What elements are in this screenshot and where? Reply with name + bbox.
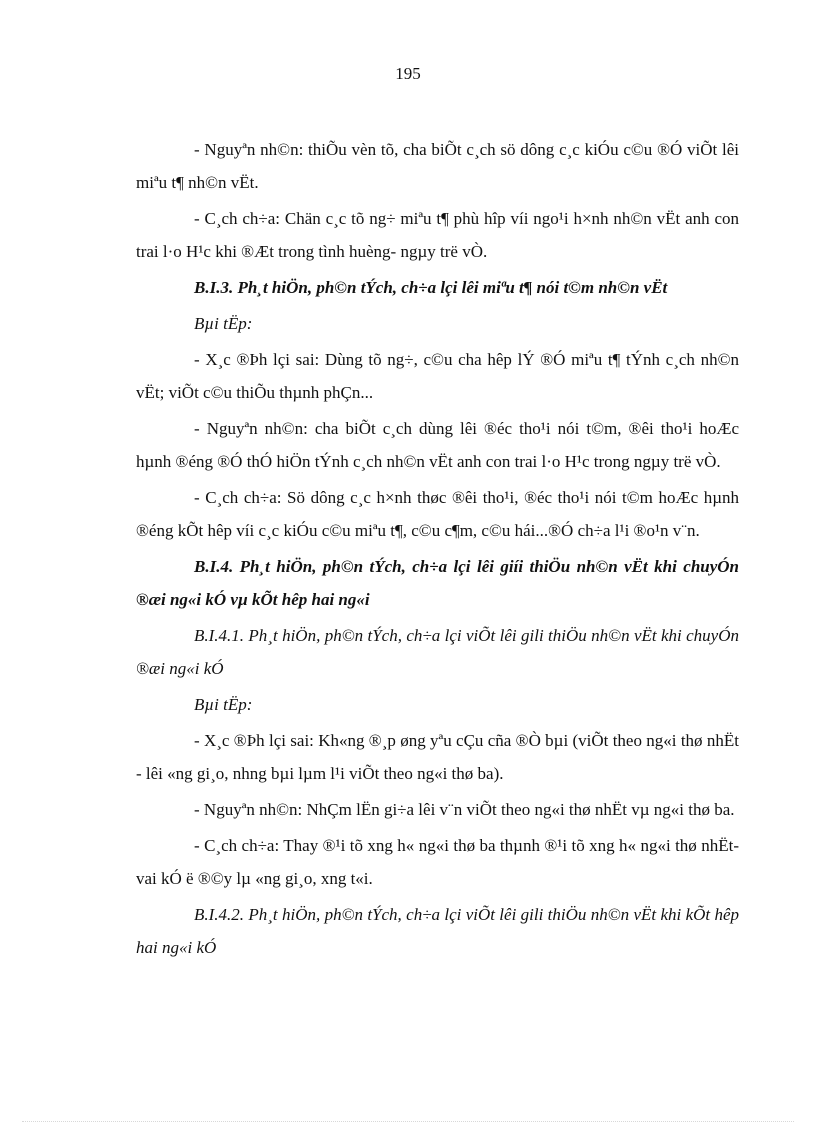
paragraph-fix: - C¸ch ch÷a: Thay ®¹i tõ xng h« ng«i thø ba thµnh ®¹i tõ xng h« ng«i thø nhËt- vai kÓ ë ®©y lµ «ng gi¸o, xng t«i. — [136, 836, 739, 888]
page-number: 195 — [395, 64, 421, 83]
exercise-label: Bµi tËp: — [194, 314, 253, 333]
footer-divider — [22, 1121, 794, 1122]
paragraph-fix: - C¸ch ch÷a: Chän c¸c tõ ng÷ miªu t¶ phù hîp víi ngo¹i h×nh nh©n vËt anh con trai l·o H¹c khi ®Æt trong tình huèng- ngµy trë vÒ. — [136, 209, 739, 261]
subsection-heading-b-i-4-1: B.I.4.1. Ph¸t hiÖn, ph©n tÝch, ch÷a lçi viÕt lêi gili thiÖu nh©n vËt khi chuyÓn ®æi ng«i kÓ — [136, 626, 739, 678]
paragraph-cause: - Nguyªn nh©n: cha biÕt c¸ch dùng lêi ®éc tho¹i nói t©m, ®êi tho¹i hoÆc hµnh ®éng ®Ó thÓ hiÖn tÝnh c¸ch nh©n vËt anh con trai l·o H¹c trong ngµy trë vÒ. — [136, 419, 739, 471]
paragraph-fix: - C¸ch ch÷a: Sö dông c¸c h×nh thøc ®êi tho¹i, ®éc tho¹i nói t©m hoÆc hµnh ®éng kÕt hêp víi c¸c kiÓu c©u miªu t¶, c©u c¶m, c©u hái...®Ó ch÷a l¹i ®o¹n v¨n. — [136, 488, 739, 540]
paragraph-identify-error: - X¸c ®Þh lçi sai: Kh«ng ®¸p øng yªu cÇu cña ®Ò bµi (viÕt theo ng«i thø nhËt - lêi «ng gi¸o, nhng bµi lµm l¹i viÕt theo ng«i thø ba). — [136, 731, 739, 783]
paragraph-cause: - Nguyªn nh©n: thiÕu vèn tõ, cha biÕt c¸ch sö dông c¸c kiÓu c©u ®Ó viÕt lêi miªu t¶ nh©n vËt. — [136, 140, 739, 192]
document-body — [136, 133, 739, 967]
exercise-label: Bµi tËp: — [194, 695, 253, 714]
section-heading-b-i-3: B.I.3. Ph¸t hiÖn, ph©n tÝch, ch÷a lçi lêi miªu t¶ nói t©m nh©n vËt — [194, 278, 668, 297]
paragraph-identify-error: - X¸c ®Þh lçi sai: Dùng tõ ng÷, c©u cha hêp lÝ ®Ó miªu t¶ tÝnh c¸ch nh©n vËt; viÕt c©u thiÕu thµnh phÇn... — [136, 350, 739, 402]
subsection-heading-b-i-4-2: B.I.4.2. Ph¸t hiÖn, ph©n tÝch, ch÷a lçi viÕt lêi gili thiÖu nh©n vËt khi kÕt hêp hai ng«i kÓ — [136, 905, 739, 957]
section-heading-b-i-4: B.I.4. Ph¸t hiÖn, ph©n tÝch, ch÷a lçi lêi giíi thiÖu nh©n vËt khi chuyÓn ®æi ng«i kÓ vµ kÕt hêp hai ng«i — [136, 557, 739, 609]
paragraph-cause: - Nguyªn nh©n: NhÇm lËn gi÷a lêi v¨n viÕt theo ng«i thø nhËt vµ ng«i thø ba. — [194, 800, 735, 819]
